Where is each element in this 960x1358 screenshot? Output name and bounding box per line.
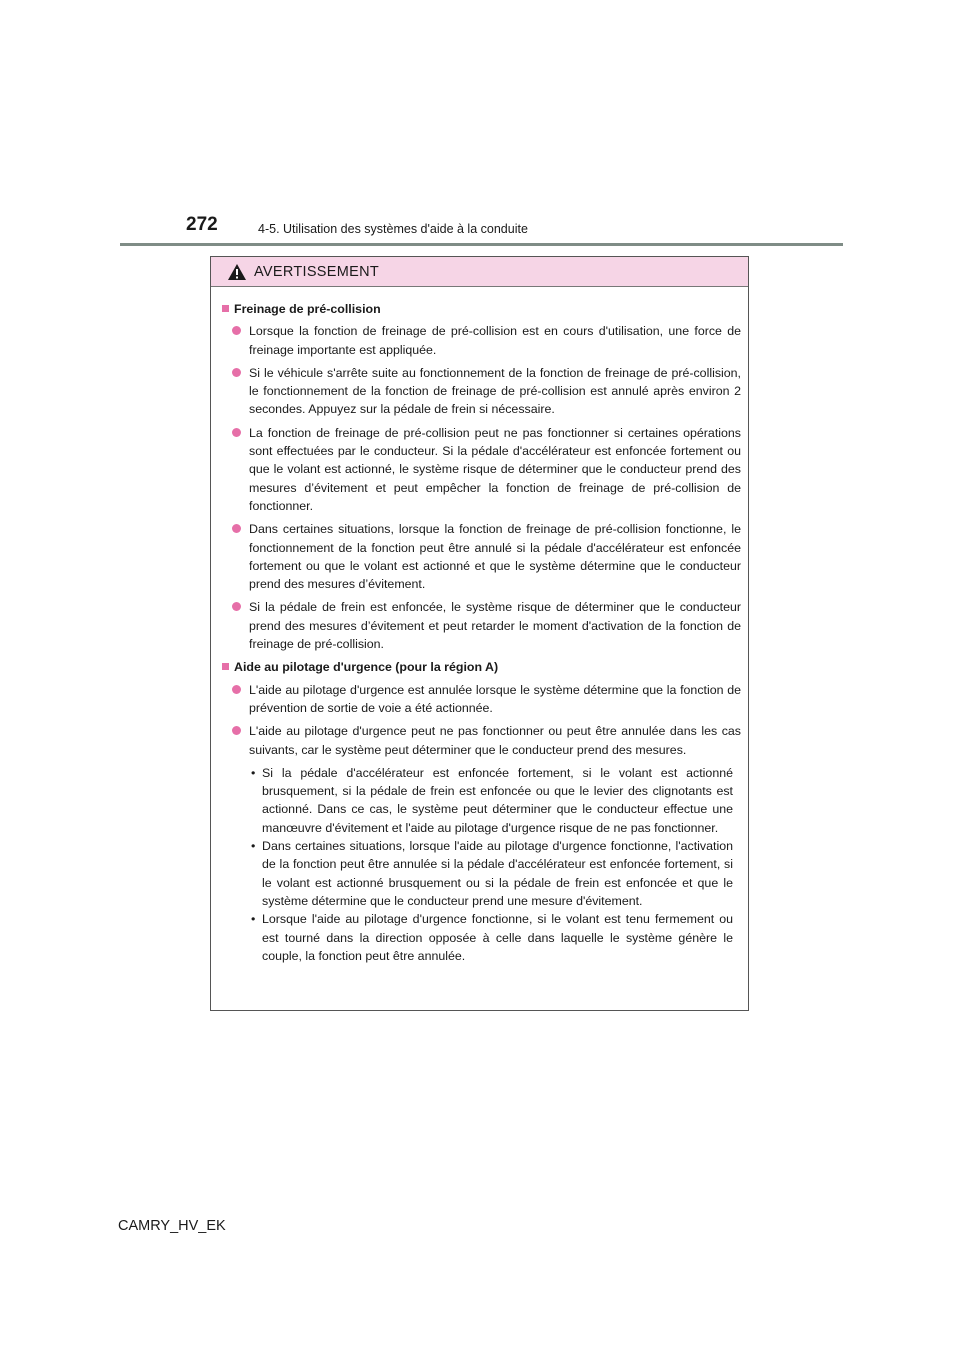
warning-header: [211, 257, 748, 287]
round-bullet-icon: [232, 685, 241, 694]
list-item: [232, 681, 741, 718]
header-divider: [120, 243, 843, 246]
round-bullet-icon: [232, 524, 241, 533]
sub-list-item-text: Si la pédale d'accélérateur est enfoncée fortement, si le volant est actionné brusquement, si la pédale de frein est enfoncée ou que le levier des clignotants est actionné. Dans ce cas, le système peut déterminer que le conducteur effectue une manœuvre d'évitement et l'aide au pilotage d'urgence risque de ne pas fonctionner.: [262, 765, 733, 835]
list-item: [232, 520, 741, 593]
list-item-text: La fonction de freinage de pré-collision peut ne pas fonctionner si certaines opérations sont effectuées par le conducteur. Si la pédale d'accélérateur est enfoncée fortement ou que le volant est actionné, le système risque de déterminer que le conducteur prend des mesures d’évitement et peut empêcher la fonction de freinage de pré-collision de fonctionner.: [249, 425, 741, 513]
list-item: [232, 722, 741, 759]
list-item-text: Si la pédale de frein est enfoncée, le système risque de déterminer que le conducteur prend des mesures d’évitement et peut retarder le moment d'activation de la fonction de freinage de pré-collision.: [249, 600, 741, 652]
sub-list-item-text: Lorsque l'aide au pilotage d'urgence fonctionne, si le volant est tenu fermement ou est tourné dans la direction opposée à celle dans laquelle le système génère le couple, la fonction peut être annulée.: [262, 912, 733, 963]
list-item: [232, 598, 741, 653]
square-bullet-icon: [222, 305, 229, 312]
section-heading-text: Aide au pilotage d'urgence (pour la région A): [234, 660, 499, 675]
list-item-text: Si le véhicule s'arrête suite au fonctionnement de la fonction de freinage de pré-collision, le fonctionnement de la fonction de freinage de pré-collision est annulé après environ 2 secondes. Appuyez sur la pédale de frein si nécessaire.: [249, 365, 741, 417]
list-item: [232, 322, 741, 359]
list-item-text: Lorsque la fonction de freinage de pré-collision est en cours d'utilisation, une force de freinage importante est appliquée.: [249, 324, 741, 357]
sub-list-item: [251, 837, 741, 910]
sub-list-item: [251, 910, 741, 965]
list-item-text: L'aide au pilotage d'urgence peut ne pas fonctionner ou peut être annulée dans les cas suivants, car le système peut déterminer que le conducteur prend des mesures.: [249, 724, 741, 757]
dot-marker-icon: •: [251, 912, 256, 927]
warning-box: [210, 256, 749, 1011]
dot-marker-icon: •: [251, 839, 256, 854]
round-bullet-icon: [232, 428, 241, 437]
section-heading: [222, 658, 741, 676]
warning-title: AVERTISSEMENT: [254, 263, 380, 280]
footer-document-code: CAMRY_HV_EK: [118, 1218, 226, 1234]
round-bullet-icon: [232, 326, 241, 335]
sub-list: [251, 764, 741, 965]
sub-list-item-text: Dans certaines situations, lorsque l'aide au pilotage d'urgence fonctionne, l'activation de la fonction peut être annulée si la pédale d'accélérateur est enfoncée fortement, si le volant est actionné brusquement ou si la pédale de frein est enfoncée et que le système détermine que le conducteur prend une mesure d'évitement.: [262, 839, 733, 908]
round-bullet-icon: [232, 602, 241, 611]
list-item-text: Dans certaines situations, lorsque la fonction de freinage de pré-collision fonctionne, le fonctionnement de la fonction peut être annulé si la pédale d'accélérateur est enfoncée fortement ou que le volant est actionné et que le système détermine que le conducteur prend des mesures d’évitement.: [249, 522, 741, 592]
warning-triangle-icon: [227, 263, 247, 281]
page-number: 272: [186, 214, 218, 235]
section-heading-text: Freinage de pré-collision: [234, 302, 381, 316]
round-bullet-icon: [232, 726, 241, 735]
sub-list-item: [251, 764, 741, 837]
square-bullet-icon: [222, 663, 229, 670]
round-bullet-icon: [232, 368, 241, 377]
section-title: 4-5. Utilisation des systèmes d'aide à la conduite: [258, 222, 528, 236]
warning-body: [211, 287, 748, 965]
list-item-text: L'aide au pilotage d'urgence est annulée lorsque le système détermine que la fonction de prévention de sortie de voie a été actionnée.: [249, 682, 741, 715]
section-heading: [222, 300, 741, 318]
dot-marker-icon: •: [251, 765, 256, 780]
list-item: [232, 364, 741, 419]
list-item: [232, 424, 741, 515]
